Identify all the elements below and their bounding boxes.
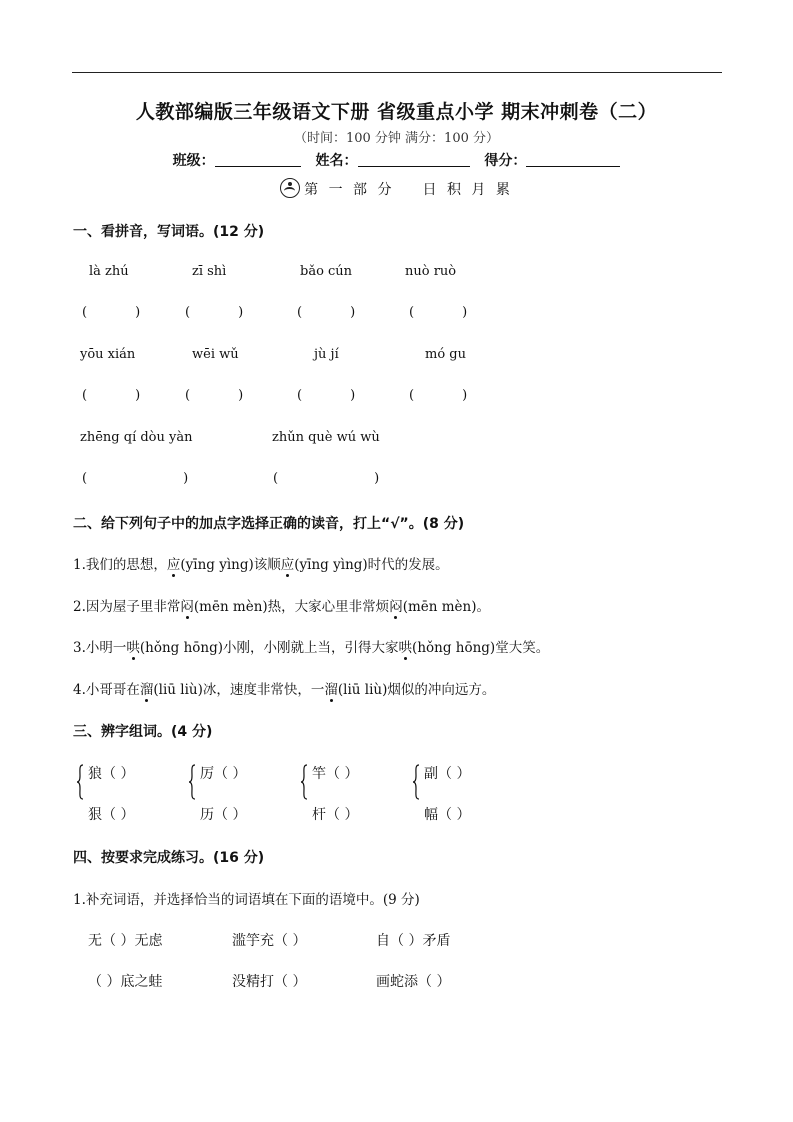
word-pair-4-bottom: 幅（ ）	[424, 807, 471, 823]
dotted-char: 闷	[389, 595, 403, 615]
pinyin-5: yōu xián	[80, 347, 136, 362]
dotted-char: 哄	[126, 636, 140, 656]
answer-blank-10[interactable]: ( )	[273, 471, 380, 486]
part-name: 日 积 月 累	[422, 182, 513, 198]
part-heading	[0, 178, 793, 199]
pinyin-2: zī shì	[192, 264, 227, 279]
name-label: 姓名：	[315, 153, 358, 169]
student-info	[0, 150, 793, 170]
word-pair-1-top: 狼（ ）	[88, 766, 135, 782]
part-label: 第 一 部 分	[304, 182, 395, 198]
class-field[interactable]	[215, 152, 301, 167]
idiom-1: 无（ ）无虑	[88, 933, 163, 949]
idiom-2: 滥竽充（ ）	[232, 933, 307, 949]
word-pair-2-bottom: 历（ ）	[200, 807, 247, 823]
answer-blank-6[interactable]: ( )	[185, 388, 244, 403]
score-label: 得分：	[484, 153, 527, 169]
answer-blank-2[interactable]: ( )	[185, 305, 244, 320]
word-pair-4-top: 副（ ）	[424, 766, 471, 782]
question-2-4: 4.小哥哥在溜(liū liù)冰，速度非常快，一溜(liū liù)烟似的冲向远方。	[73, 678, 495, 698]
pinyin-4: nuò ruò	[405, 264, 457, 279]
pinyin-7: jù jí	[314, 347, 339, 362]
dotted-char: 应	[281, 553, 295, 573]
answer-blank-1[interactable]: ( )	[82, 305, 141, 320]
word-pair-2-top: 厉（ ）	[200, 766, 247, 782]
pinyin-10: zhǔn què wú wù	[272, 430, 380, 445]
pinyin-9: zhēng qí dòu yàn	[80, 430, 193, 445]
word-pair-3-bottom: 杆（ ）	[312, 807, 359, 823]
header-rule	[72, 72, 722, 73]
question-4-1: 1.补充词语，并选择恰当的词语填在下面的语境中。(9 分)	[73, 892, 420, 908]
idiom-5: 没精打（ ）	[232, 974, 307, 990]
score-field[interactable]	[526, 152, 620, 167]
page-title: 人教部编版三年级语文下册 省级重点小学 期末冲刺卷（二）	[135, 101, 658, 123]
word-pair-3-top: 竿（ ）	[312, 766, 359, 782]
question-2-1: 1.我们的思想，应(yīng yìng)该顺应(yīng yìng)时代的发展。	[73, 553, 449, 573]
reading-child-icon	[280, 178, 300, 198]
pinyin-8: mó gu	[425, 347, 466, 362]
brace-icon	[412, 764, 420, 800]
idiom-4: （ ）底之蛙	[88, 974, 163, 990]
answer-blank-4[interactable]: ( )	[409, 305, 468, 320]
section3-heading: 三、辨字组词。(4 分)	[73, 724, 213, 740]
answer-blank-3[interactable]: ( )	[297, 305, 356, 320]
answer-blank-5[interactable]: ( )	[82, 388, 141, 403]
idiom-3: 自（ ）矛盾	[376, 933, 451, 949]
dotted-char: 闷	[180, 595, 194, 615]
question-2-2: 2.因为屋子里非常闷(mēn mèn)热，大家心里非常烦闷(mēn mèn)。	[73, 595, 490, 615]
name-field[interactable]	[358, 152, 470, 167]
pinyin-3: bǎo cún	[300, 264, 353, 279]
dotted-char: 溜	[324, 678, 338, 698]
idiom-6: 画蛇添（ ）	[376, 974, 451, 990]
brace-icon	[188, 764, 196, 800]
dotted-char: 应	[167, 553, 181, 573]
class-label: 班级：	[172, 153, 215, 169]
dotted-char: 哄	[399, 636, 413, 656]
section2-heading: 二、给下列句子中的加点字选择正确的读音，打上“√”。(8 分)	[73, 516, 465, 532]
word-pair-1-bottom: 狠（ ）	[88, 807, 135, 823]
question-2-3: 3.小明一哄(hǒng hōng)小刚，小刚就上当，引得大家哄(hǒng hōng)堂大笑。	[73, 636, 549, 656]
dotted-char: 溜	[140, 678, 154, 698]
brace-icon	[76, 764, 84, 800]
answer-blank-8[interactable]: ( )	[409, 388, 468, 403]
section4-heading: 四、按要求完成练习。(16 分)	[73, 850, 265, 866]
pinyin-6: wēi wǔ	[192, 347, 239, 362]
answer-blank-7[interactable]: ( )	[297, 388, 356, 403]
pinyin-1: là zhú	[89, 264, 129, 279]
section1-heading: 一、看拼音，写词语。(12 分)	[73, 224, 265, 240]
brace-icon	[300, 764, 308, 800]
page-subtitle: （时间：100 分钟 满分：100 分）	[293, 131, 500, 146]
answer-blank-9[interactable]: ( )	[82, 471, 189, 486]
